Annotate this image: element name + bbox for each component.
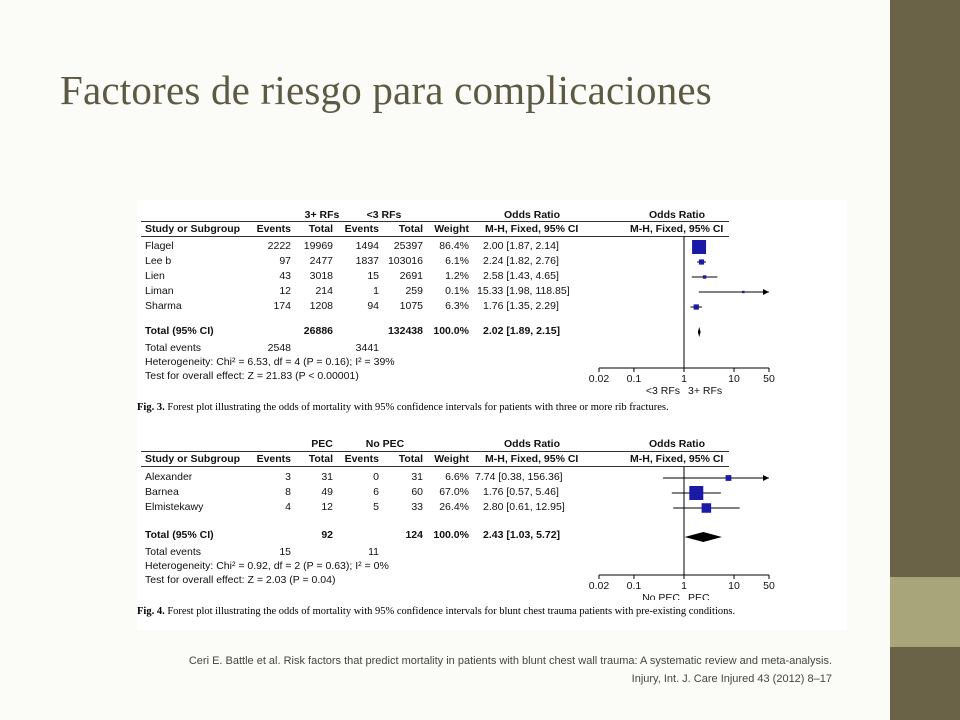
- x-tick-label: 50: [763, 373, 775, 385]
- study-marker: [689, 486, 703, 500]
- events-2: 15: [367, 270, 379, 282]
- or-ci: 2.80 [0.61, 12.95]: [483, 501, 565, 513]
- study-name: Alexander: [145, 471, 193, 483]
- favours-left-label: No PEC: [642, 592, 680, 600]
- total-or-ci: 2.02 [1.89, 2.15]: [483, 325, 561, 337]
- weight: 6.3%: [445, 300, 469, 312]
- study-marker: [742, 291, 744, 293]
- x-tick-label: 0.02: [588, 373, 610, 385]
- group-header-2: <3 RFs: [366, 209, 402, 221]
- study-name: Lien: [145, 270, 165, 282]
- weight: 67.0%: [439, 486, 469, 498]
- reference-citation: [189, 652, 832, 688]
- or-ci: 1.76 [1.35, 2.29]: [483, 300, 559, 312]
- or-ci: 2.00 [1.87, 2.14]: [483, 240, 559, 252]
- weight: 6.1%: [445, 255, 469, 267]
- col-total-1: Total: [308, 453, 333, 465]
- or-header-text: Odds Ratio: [503, 209, 560, 221]
- favours-left-label: <3 RFs: [645, 385, 680, 394]
- reference-line-1: Ceri E. Battle et al. Risk factors that predict mortality in patients with blunt chest wall trauma: A systematic review and meta-analysis.: [188, 655, 832, 667]
- events-1: 4: [285, 501, 291, 513]
- slide-title: Factores de riesgo para complicaciones: [60, 67, 712, 113]
- ci-arrow: [763, 289, 769, 295]
- study-marker: [702, 503, 712, 513]
- weight: 26.4%: [439, 501, 469, 513]
- total-2: 124: [405, 529, 423, 541]
- favours-right-label: 3+ RFs: [688, 385, 723, 394]
- weight: 0.1%: [445, 285, 469, 297]
- or-header-plot: Odds Ratio: [648, 209, 705, 221]
- total-1: 26886: [303, 325, 333, 337]
- study-marker: [699, 259, 704, 264]
- total-2: 259: [405, 285, 423, 297]
- total-events-1: 15: [279, 546, 291, 558]
- x-tick-label: 0.02: [588, 580, 610, 592]
- x-tick-label: 10: [728, 580, 740, 592]
- group-header-2: No PEC: [365, 438, 405, 450]
- events-2: 1494: [355, 240, 379, 252]
- header-rule-top: [141, 451, 729, 452]
- col-events-2: Events: [344, 223, 379, 235]
- x-tick-label: 0.1: [626, 373, 642, 385]
- events-2: 5: [373, 501, 379, 513]
- total-or-ci: 2.43 [1.03, 5.72]: [483, 529, 561, 541]
- study-name: Sharma: [145, 300, 182, 312]
- sidebar-accent-block: [890, 577, 960, 647]
- total-1: 92: [321, 529, 333, 541]
- ci-arrow: [763, 475, 769, 481]
- study-name: Flagel: [145, 240, 174, 252]
- slide-sidebar: [890, 0, 960, 720]
- caption-text: Forest plot illustrating the odds of mortality with 95% confidence intervals for patients with three or more rib fractures.: [167, 402, 669, 413]
- or-ci: 7.74 [0.38, 156.36]: [475, 471, 563, 483]
- reference-line-2: Injury, Int. J. Care Injured 43 (2012) 8–17: [631, 673, 832, 685]
- col-events-1: Events: [256, 453, 291, 465]
- x-tick-label: 1: [681, 373, 687, 385]
- weight: 1.2%: [445, 270, 469, 282]
- study-name: Liman: [145, 285, 174, 297]
- total-1: 19969: [303, 240, 333, 252]
- total-events-label: Total events: [145, 342, 202, 354]
- col-study: Study or Subgroup: [145, 223, 241, 235]
- total-label: Total (95% CI): [145, 325, 214, 337]
- col-total-2: Total: [398, 453, 423, 465]
- study-name: Elmistekawy: [145, 501, 204, 513]
- col-study: Study or Subgroup: [145, 453, 241, 465]
- overall-effect-text: Test for overall effect: Z = 21.83 (P < 0.00001): [145, 370, 359, 382]
- events-2: 0: [373, 471, 379, 483]
- col-or-plot: M-H, Fixed, 95% CI: [630, 453, 724, 465]
- or-ci: 1.76 [0.57, 5.46]: [483, 486, 559, 498]
- total-1: 214: [315, 285, 333, 297]
- total-2: 33: [411, 501, 423, 513]
- weight: 6.6%: [445, 471, 469, 483]
- study-marker: [703, 275, 706, 278]
- x-tick-label: 50: [763, 580, 775, 592]
- total-2: 2691: [399, 270, 423, 282]
- total-2: 103016: [387, 255, 423, 267]
- events-1: 3: [285, 471, 291, 483]
- caption-label: Fig. 3.: [137, 402, 165, 413]
- or-ci: 15.33 [1.98, 118.85]: [477, 285, 570, 297]
- group-header-1: 3+ RFs: [304, 209, 340, 221]
- header-rule-top: [141, 221, 729, 222]
- total-2: 60: [411, 486, 423, 498]
- events-1: 2222: [267, 240, 291, 252]
- x-tick-label: 0.1: [626, 580, 642, 592]
- total-2: 31: [411, 471, 423, 483]
- study-name: Lee b: [145, 255, 172, 267]
- x-tick-label: 10: [728, 373, 740, 385]
- total-1: 3018: [309, 270, 333, 282]
- total-1: 49: [321, 486, 333, 498]
- total-events-label: Total events: [145, 546, 202, 558]
- caption-fig4: [137, 606, 735, 617]
- events-1: 43: [279, 270, 291, 282]
- col-or-text: M-H, Fixed, 95% CI: [485, 453, 579, 465]
- col-events-1: Events: [256, 223, 291, 235]
- total-diamond: [698, 327, 701, 337]
- events-2: 1837: [355, 255, 379, 267]
- total-weight: 100.0%: [433, 529, 469, 541]
- events-1: 174: [273, 300, 291, 312]
- total-events-1: 2548: [267, 342, 291, 354]
- or-ci: 2.24 [1.82, 2.76]: [483, 255, 559, 267]
- col-total-1: Total: [308, 223, 333, 235]
- events-1: 12: [279, 285, 291, 297]
- heterogeneity-text: Heterogeneity: Chi² = 6.53, df = 4 (P = 0.16); I² = 39%: [145, 356, 395, 368]
- forest-plot-area: [587, 234, 777, 394]
- weight: 86.4%: [439, 240, 469, 252]
- figure-panel: [137, 200, 847, 630]
- total-1: 2477: [309, 255, 333, 267]
- caption-label: Fig. 4.: [137, 606, 165, 617]
- events-2: 1: [373, 285, 379, 297]
- caption-text: Forest plot illustrating the odds of mortality with 95% confidence intervals for blunt chest trauma patients with pre-existing conditions.: [167, 606, 736, 617]
- total-1: 31: [321, 471, 333, 483]
- events-1: 97: [279, 255, 291, 267]
- caption-fig3: [137, 402, 669, 413]
- forest-plot-area: [587, 465, 777, 600]
- study-marker: [726, 475, 732, 481]
- events-1: 8: [285, 486, 291, 498]
- total-label: Total (95% CI): [145, 529, 214, 541]
- heterogeneity-text: Heterogeneity: Chi² = 0.92, df = 2 (P = 0.63); I² = 0%: [145, 560, 389, 572]
- or-ci: 2.58 [1.43, 4.65]: [483, 270, 559, 282]
- events-2: 94: [367, 300, 379, 312]
- overall-effect-text: Test for overall effect: Z = 2.03 (P = 0.04): [145, 574, 336, 586]
- col-or-text: M-H, Fixed, 95% CI: [485, 223, 579, 235]
- col-events-2: Events: [344, 453, 379, 465]
- col-or-plot: M-H, Fixed, 95% CI: [630, 223, 724, 235]
- study-marker: [692, 240, 706, 254]
- group-header-1: PEC: [311, 438, 333, 450]
- or-header-plot: Odds Ratio: [648, 438, 705, 450]
- total-2: 1075: [399, 300, 423, 312]
- total-1: 1208: [309, 300, 333, 312]
- events-2: 6: [373, 486, 379, 498]
- col-total-2: Total: [398, 223, 423, 235]
- total-2: 132438: [387, 325, 423, 337]
- x-tick-label: 1: [681, 580, 687, 592]
- favours-right-label: PEC: [688, 592, 710, 600]
- study-marker: [694, 304, 699, 309]
- total-events-2: 11: [368, 546, 379, 558]
- or-header-text: Odds Ratio: [503, 438, 560, 450]
- total-weight: 100.0%: [433, 325, 469, 337]
- total-1: 12: [321, 501, 333, 513]
- col-weight: Weight: [434, 453, 469, 465]
- col-weight: Weight: [434, 223, 469, 235]
- total-events-2: 3441: [355, 342, 379, 354]
- total-2: 25397: [393, 240, 423, 252]
- study-name: Barnea: [145, 486, 179, 498]
- total-diamond: [685, 532, 722, 542]
